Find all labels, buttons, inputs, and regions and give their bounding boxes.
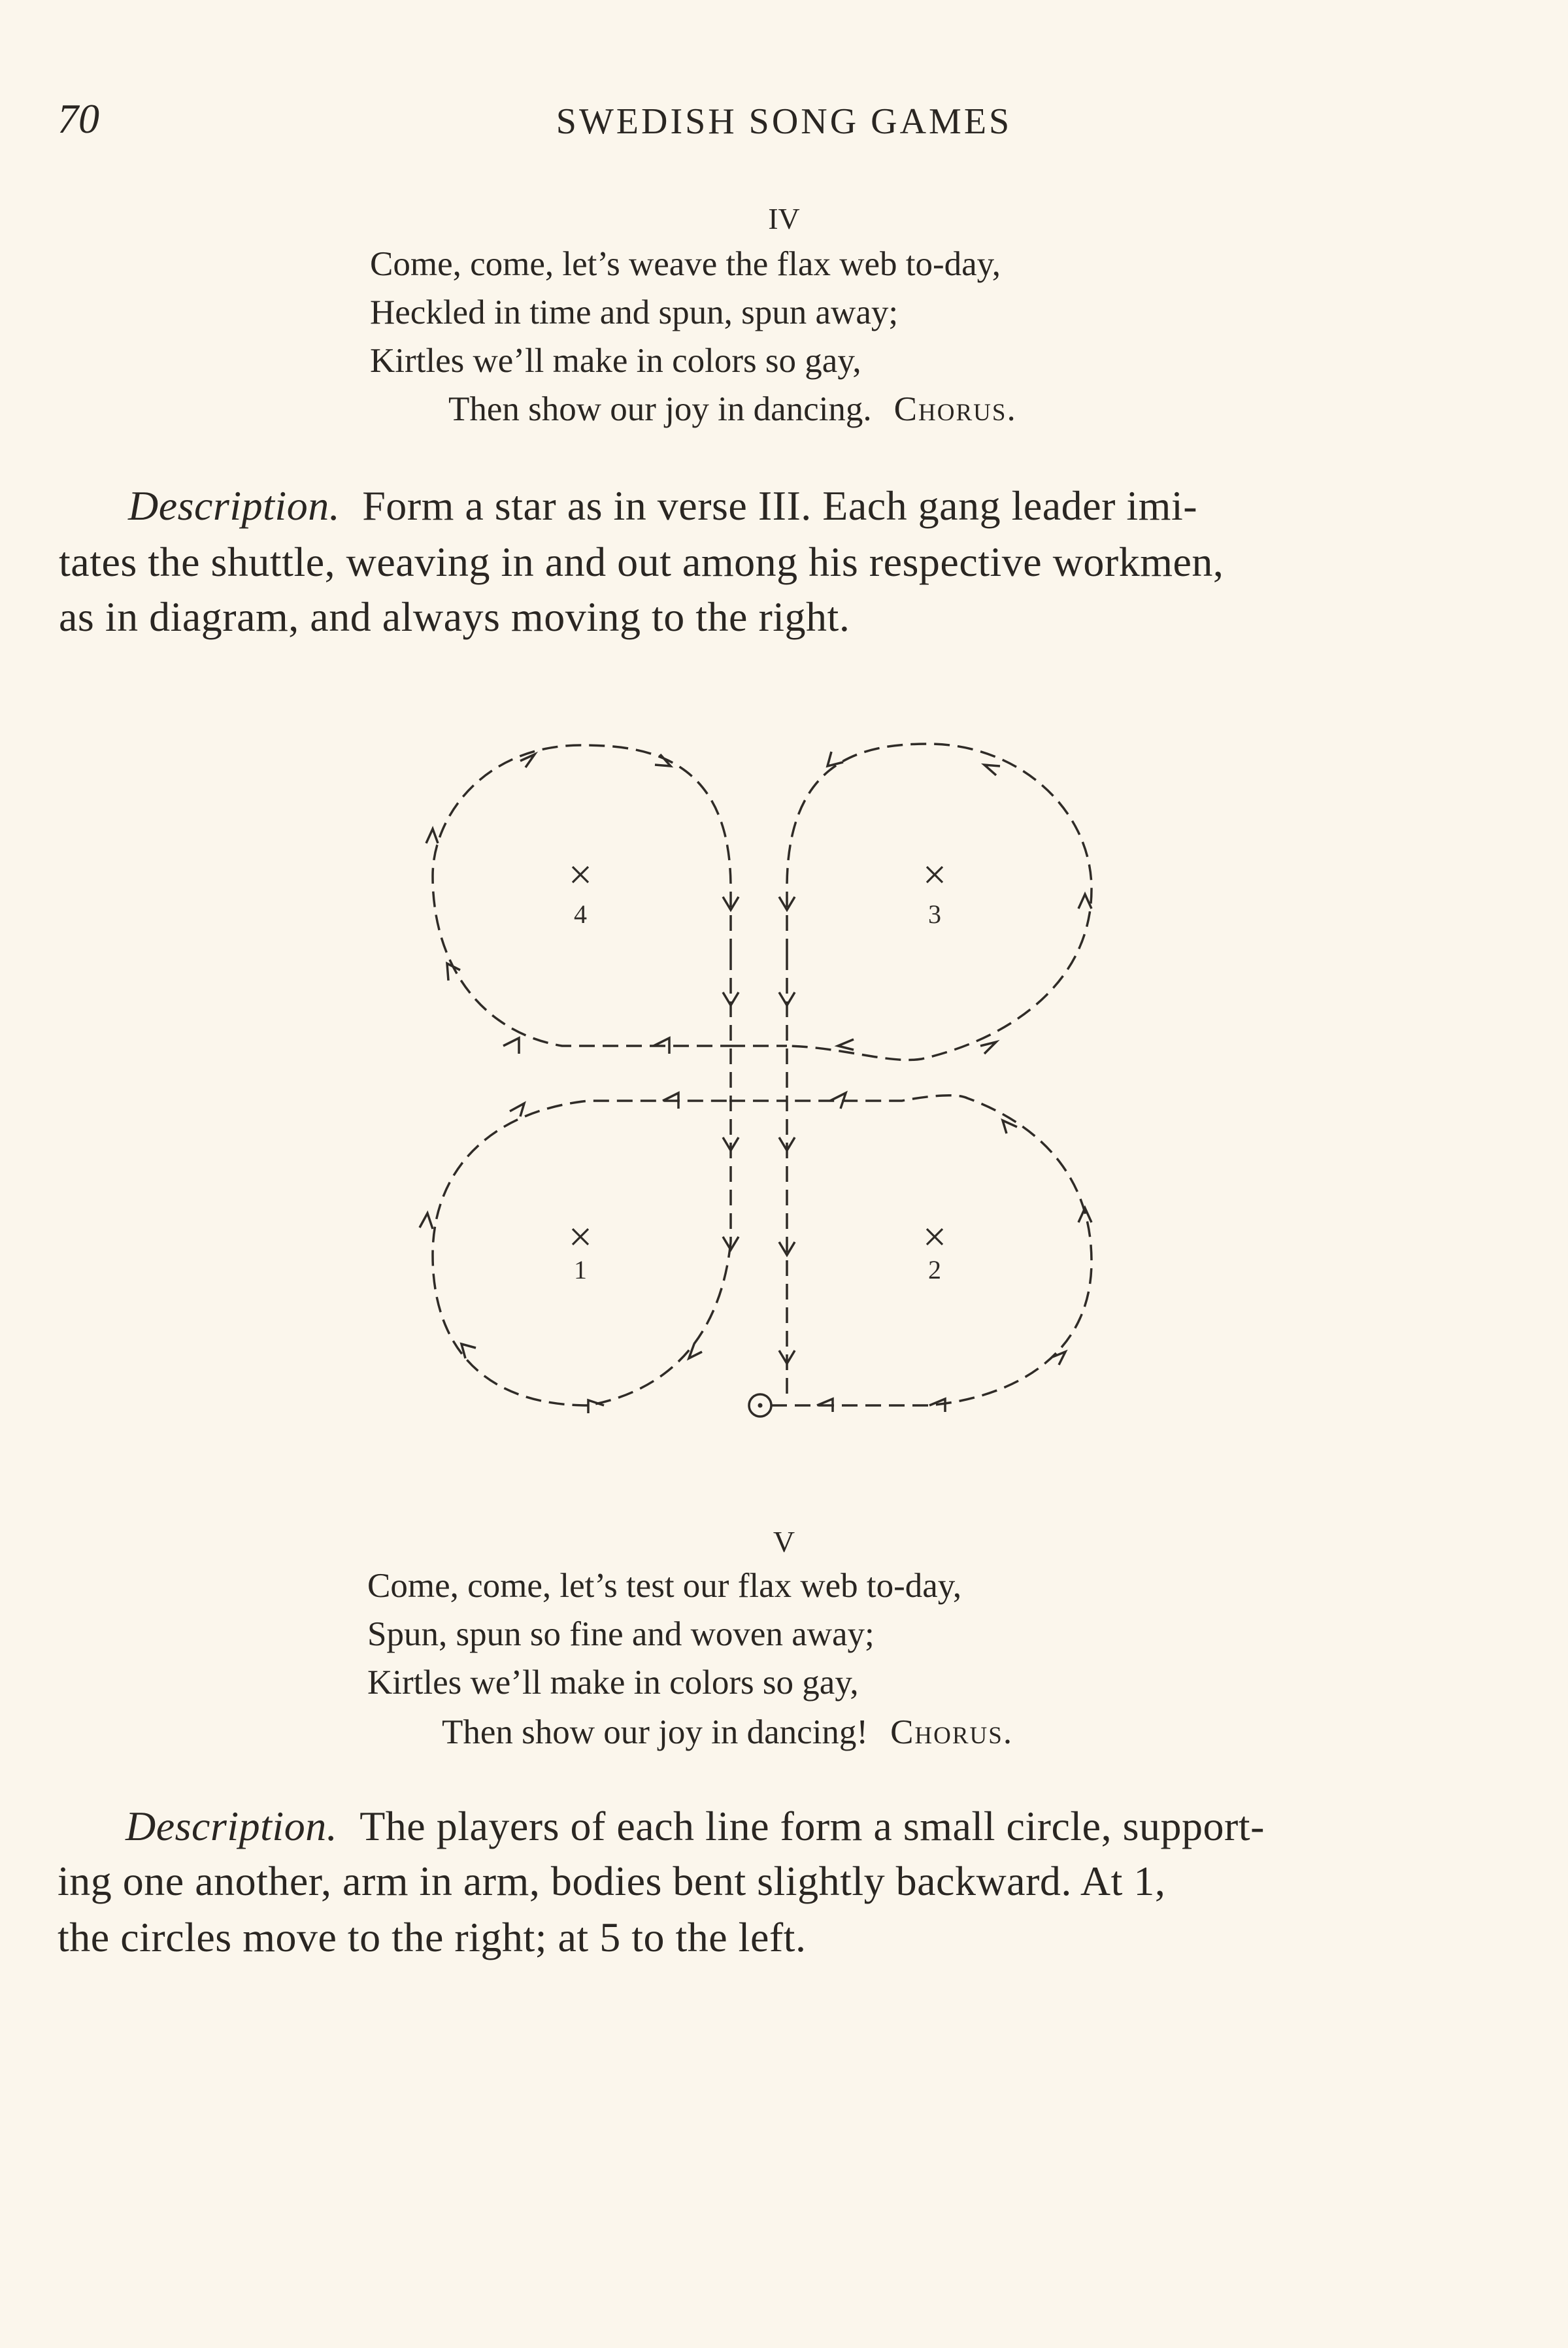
arrow-icon xyxy=(503,1038,519,1054)
start-point-icon xyxy=(749,1394,771,1417)
verse-line: Come, come, let’s test our flax web to-day, xyxy=(367,1567,962,1605)
group-2-marker xyxy=(927,1229,942,1284)
arrow-icon xyxy=(461,1344,476,1358)
group-1-marker xyxy=(573,1229,588,1284)
arrow-icon xyxy=(1078,894,1092,909)
description-line xyxy=(128,482,1198,529)
diagram-svg xyxy=(392,719,1144,1451)
group-4-marker xyxy=(573,867,588,929)
player-mark-icon xyxy=(927,1229,942,1245)
group-number: 2 xyxy=(928,1255,941,1284)
player-mark-icon xyxy=(927,867,942,882)
description-label: Description. xyxy=(128,482,341,529)
verse-line: Heckled in time and spun, spun away; xyxy=(370,294,899,331)
arrow-icon xyxy=(980,1042,996,1054)
verse-number: V xyxy=(773,1525,795,1558)
verse-line: Spun, spun so fine and woven away; xyxy=(367,1615,875,1653)
description-line: the circles move to the right; at 5 to the left. xyxy=(58,1914,807,1960)
verse-line: Kirtles we’ll make in colors so gay, xyxy=(367,1664,859,1702)
page-number: 70 xyxy=(58,95,99,142)
description-label: Description. xyxy=(125,1803,338,1849)
loop-group-1 xyxy=(433,1101,731,1405)
arrow-icon xyxy=(447,964,460,981)
description-line: as in diagram, and always moving to the right. xyxy=(59,594,850,640)
verse-line: Then show our joy in dancing! xyxy=(442,1713,869,1751)
arrow-icon xyxy=(689,1344,702,1358)
arrow-icon xyxy=(779,992,795,1005)
description-line: tates the shuttle, weaving in and out among his respective workmen, xyxy=(59,539,1224,585)
group-number: 1 xyxy=(574,1255,587,1284)
chorus-label: Chorus. xyxy=(893,390,1017,428)
verse-line-with-chorus xyxy=(442,1715,1013,1750)
verse-line: Kirtles we’ll make in colors so gay, xyxy=(370,342,861,380)
loop-group-4 xyxy=(433,745,731,1046)
arrow-icon xyxy=(827,752,843,766)
arrow-icon xyxy=(1078,1208,1092,1222)
verse-line: Then show our joy in dancing. xyxy=(448,390,872,428)
group-number: 4 xyxy=(574,899,587,929)
verse-number: IV xyxy=(768,202,800,235)
path-lines xyxy=(433,744,1092,1405)
chorus-label: Chorus. xyxy=(890,1713,1014,1751)
player-mark-icon xyxy=(573,1229,588,1245)
description-text: Form a star as in verse III. Each gang leader imi- xyxy=(362,482,1198,529)
direction-arrows xyxy=(420,752,1092,1413)
arrow-icon xyxy=(723,992,739,1005)
description-text: The players of each line form a small circle, support- xyxy=(359,1803,1265,1849)
weaving-diagram xyxy=(392,719,1144,1451)
verse-line: Come, come, let’s weave the flax web to-day, xyxy=(370,245,1001,283)
group-3-marker xyxy=(927,867,942,929)
arrow-icon xyxy=(984,765,1000,775)
arrow-icon xyxy=(420,1213,433,1229)
arrow-icon xyxy=(510,1103,524,1116)
description-line xyxy=(125,1805,1265,1847)
player-mark-icon xyxy=(573,867,588,882)
loop-group-2 xyxy=(771,1096,1092,1405)
arrow-icon xyxy=(426,829,438,843)
group-number: 3 xyxy=(928,899,941,929)
verse-line-with-chorus xyxy=(448,392,1017,427)
description-line: ing one another, arm in arm, bodies bent slightly backward. At 1, xyxy=(58,1858,1166,1904)
arrow-icon xyxy=(830,1093,846,1109)
arrow-icon xyxy=(838,1039,854,1050)
running-head: SWEDISH SONG GAMES xyxy=(556,101,1012,142)
